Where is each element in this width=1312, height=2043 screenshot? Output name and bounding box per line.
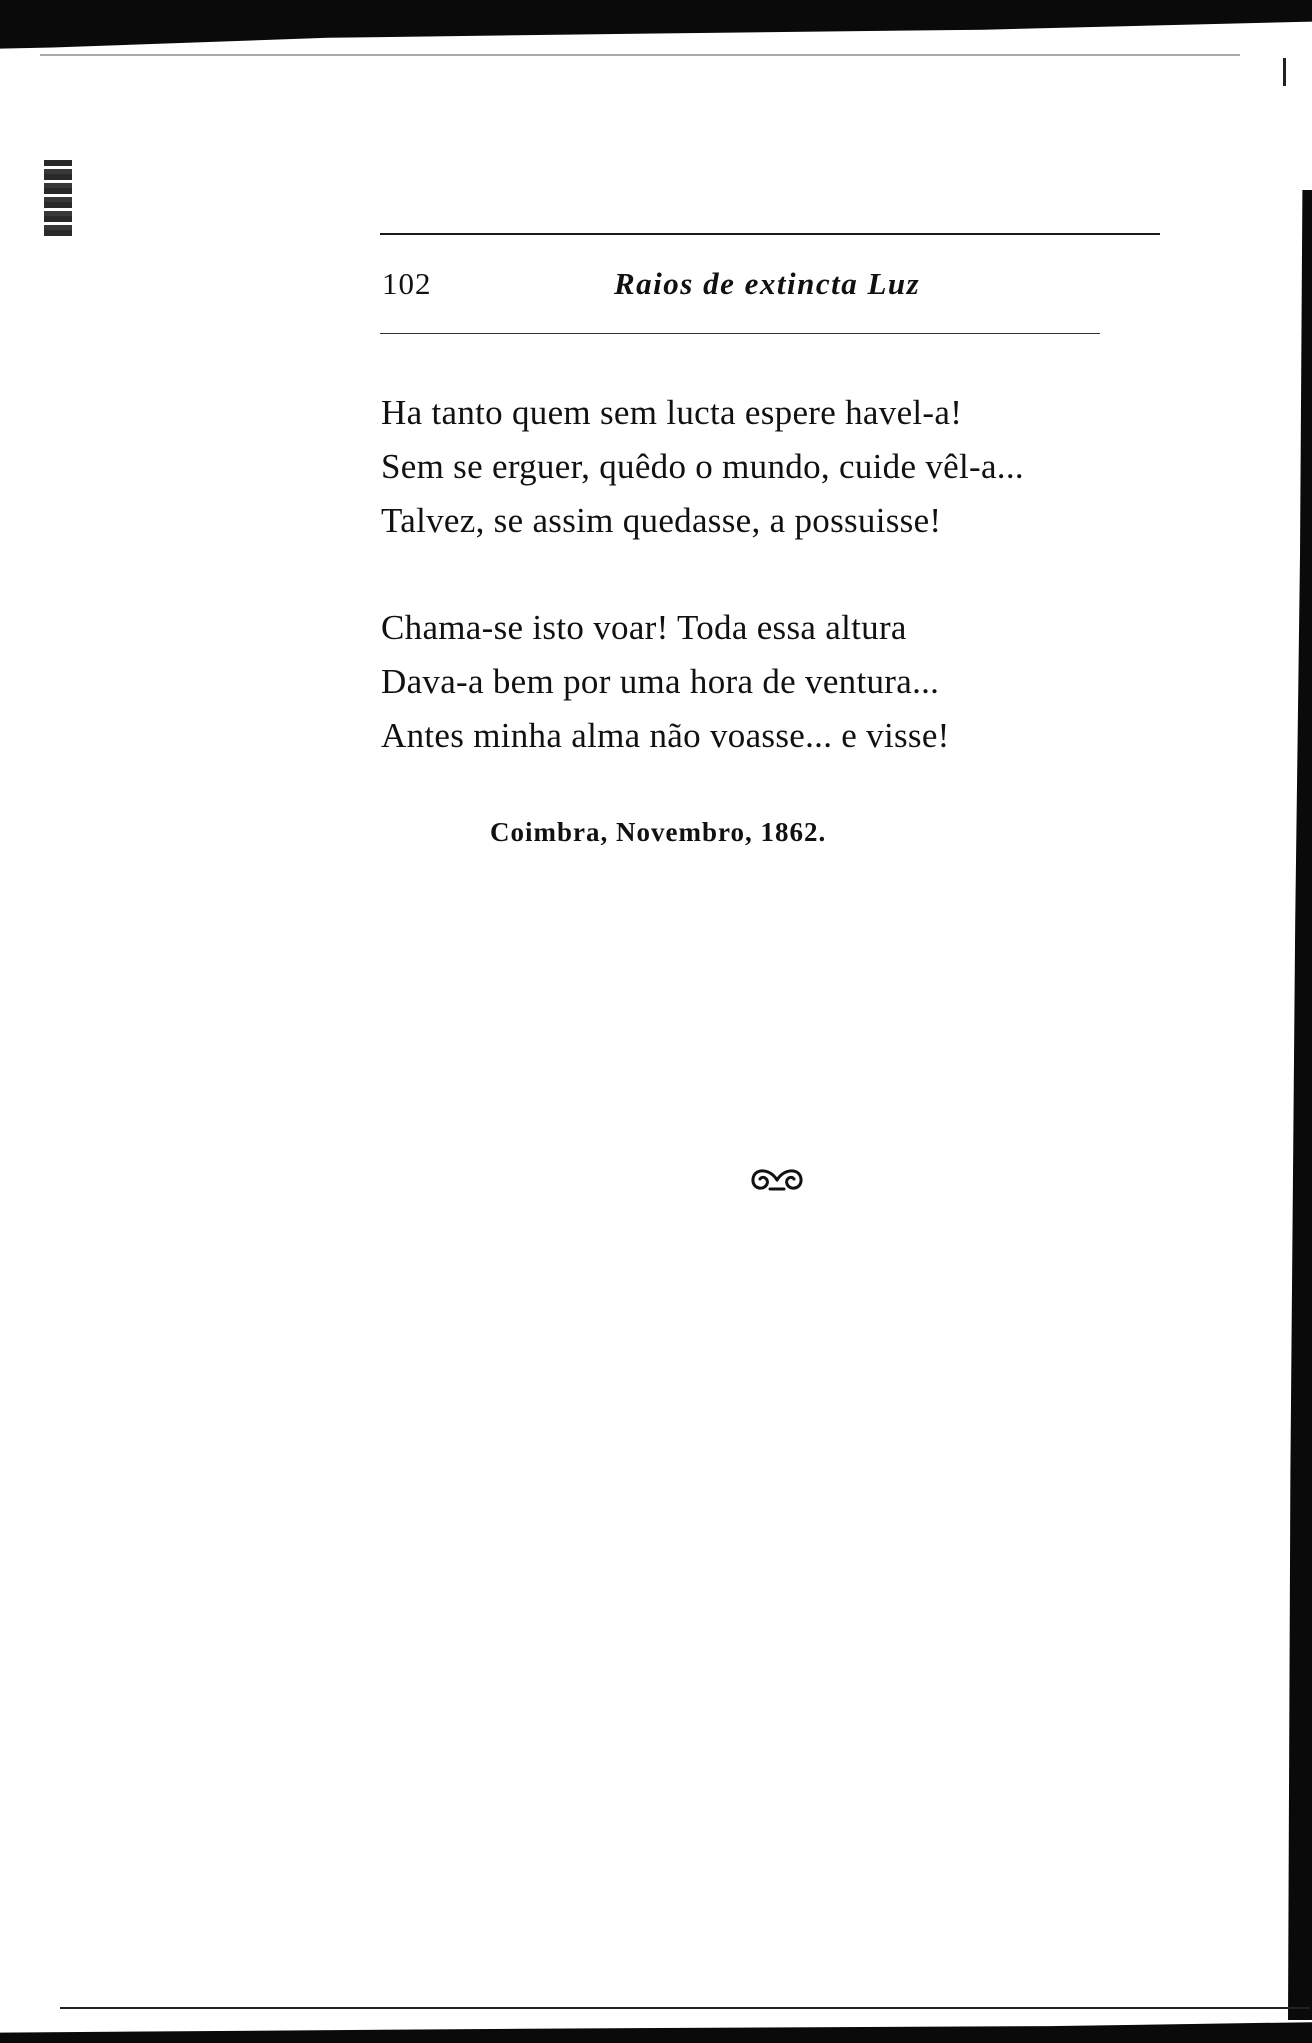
header-rule-top [380, 233, 1160, 235]
verse-line: Dava-a bem por uma hora de ventura... [381, 662, 940, 701]
running-title: Raios de extincta Luz [614, 266, 921, 301]
stanza [381, 386, 1024, 548]
scan-edge-line [40, 54, 1240, 56]
scan-mark [1283, 58, 1286, 86]
verse-line: Sem se erguer, quêdo o mundo, cuide vêl-a... [381, 447, 1024, 486]
verse-line: Chama-se isto voar! Toda essa altura [381, 608, 907, 647]
scan-border-bottom [0, 2017, 1312, 2043]
scan-border-right [1288, 190, 1312, 2020]
stanza [381, 601, 950, 763]
scan-border-top [0, 0, 1312, 54]
scan-edge-line-bottom [60, 2007, 1310, 2009]
scan-blot [44, 160, 72, 238]
verse-line: Ha tanto quem sem lucta espere havel-a! [381, 393, 963, 432]
verse-line: Antes minha alma não voasse... e visse! [381, 716, 950, 755]
fleuron-ornament-icon [748, 1162, 806, 1196]
dateline: Coimbra, Novembro, 1862. [490, 817, 827, 847]
verse-line: Talvez, se assim quedasse, a possuisse! [381, 501, 942, 540]
header-rule-bottom [380, 333, 1100, 334]
page-number: 102 [382, 266, 432, 301]
